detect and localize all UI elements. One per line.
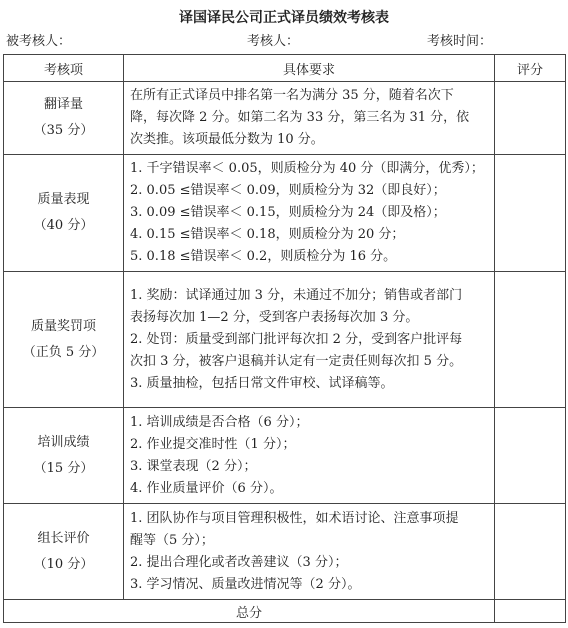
requirement-line: 1. 千字错误率＜ 0.05，则质检分为 40 分（即满分，优秀）； xyxy=(130,161,484,176)
row-requirements xyxy=(124,155,495,272)
date-label xyxy=(427,30,492,49)
category-points: （40 分） xyxy=(33,218,94,233)
category-points: （15 分） xyxy=(33,460,94,476)
row-requirements xyxy=(124,408,495,504)
total-row xyxy=(4,600,566,623)
table-row xyxy=(4,155,566,272)
evaluator-text: 考核人： xyxy=(247,34,300,49)
requirement-line: 5. 0.18 ≤错误率＜ 0.2，则质检分为 16 分。 xyxy=(130,249,397,264)
table-row xyxy=(4,504,566,600)
table-row xyxy=(4,82,566,155)
category-name: 培训成绩 xyxy=(37,434,90,450)
total-score-cell[interactable] xyxy=(495,600,566,623)
requirement-line: 4. 0.15 ≤错误率＜ 0.18，则质检分为 20 分； xyxy=(130,227,405,242)
score-cell[interactable] xyxy=(495,504,566,600)
row-requirements xyxy=(124,82,495,155)
form-title: 译国译民公司正式译员绩效考核表 xyxy=(179,10,389,26)
requirement-line: 2. 作业提交准时性（1 分）； xyxy=(130,436,296,452)
requirement-line: 2. 0.05 ≤错误率＜ 0.09，则质检分为 32（即良好）； xyxy=(130,183,446,198)
score-cell[interactable] xyxy=(495,155,566,272)
row-category xyxy=(4,272,124,408)
row-requirements xyxy=(124,272,495,408)
row-requirements xyxy=(124,504,495,600)
score-cell[interactable] xyxy=(495,408,566,504)
requirement-line: 在所有正式译员中排名第一名为满分 35 分，随着名次下 xyxy=(130,88,454,103)
requirement-line: 3. 质量抽检，包括日常文件审校、试译稿等。 xyxy=(130,375,394,391)
table-row xyxy=(4,272,566,408)
category-points: （35 分） xyxy=(33,123,94,138)
requirement-line: 降，每次降 2 分。如第二名为 33 分，第三名为 31 分，依 xyxy=(130,110,470,125)
evaluator-label xyxy=(247,30,299,49)
category-name: 组长评价 xyxy=(37,530,90,546)
requirement-line: 1. 奖励：试译通过加 3 分，未通过不加分；销售或者部门 xyxy=(130,287,463,303)
requirement-line: 3. 0.09 ≤错误率＜ 0.15，则质检分为 24（即及格）； xyxy=(130,205,446,220)
category-points: （正负 5 分） xyxy=(22,344,105,360)
score-cell[interactable] xyxy=(495,82,566,155)
header-row xyxy=(4,55,566,82)
requirement-line: 1. 培训成绩是否合格（6 分）； xyxy=(130,414,309,430)
row-category xyxy=(4,82,124,155)
category-name: 质量表现 xyxy=(37,192,90,207)
requirement-line: 醒等（5 分）； xyxy=(130,532,214,548)
row-category xyxy=(4,504,124,600)
requirement-line: 1. 团队协作与项目管理积极性，如术语讨论、注意事项提 xyxy=(130,510,459,526)
category-name: 质量奖罚项 xyxy=(30,318,96,334)
evaluation-table xyxy=(3,54,566,623)
category-name: 翻译量 xyxy=(43,97,83,112)
score-cell[interactable] xyxy=(495,272,566,408)
header-requirements: 具体要求 xyxy=(124,55,495,82)
evaluatee-label xyxy=(6,30,71,49)
requirement-line: 2. 处罚：质量受到部门批评每次扣 2 分，受到客户批评每 xyxy=(130,331,463,347)
requirement-line: 2. 提出合理化或者改善建议（3 分）； xyxy=(130,554,348,570)
row-category xyxy=(4,408,124,504)
requirement-line: 4. 作业质量评价（6 分）。 xyxy=(130,480,283,496)
total-label: 总分 xyxy=(4,600,495,623)
requirement-line: 表扬每次加 1—2 分，受到客户表扬每次加 3 分。 xyxy=(130,309,419,325)
requirement-line: 3. 课堂表现（2 分）； xyxy=(130,458,257,474)
header-item: 考核项 xyxy=(4,55,124,82)
requirement-line: 次扣 3 分，被客户退稿并认定有一定责任则每次扣 5 分。 xyxy=(130,353,463,369)
header-score: 评分 xyxy=(495,55,566,82)
category-points: （10 分） xyxy=(33,556,94,572)
requirement-line: 3. 学习情况、质量改进情况等（2 分）。 xyxy=(130,576,361,592)
row-category xyxy=(4,155,124,272)
date-text: 考核时间： xyxy=(427,34,493,49)
table-row xyxy=(4,408,566,504)
requirement-line: 次类推。该项最低分数为 10 分。 xyxy=(130,132,324,147)
evaluatee-text: 被考核人： xyxy=(6,34,72,49)
